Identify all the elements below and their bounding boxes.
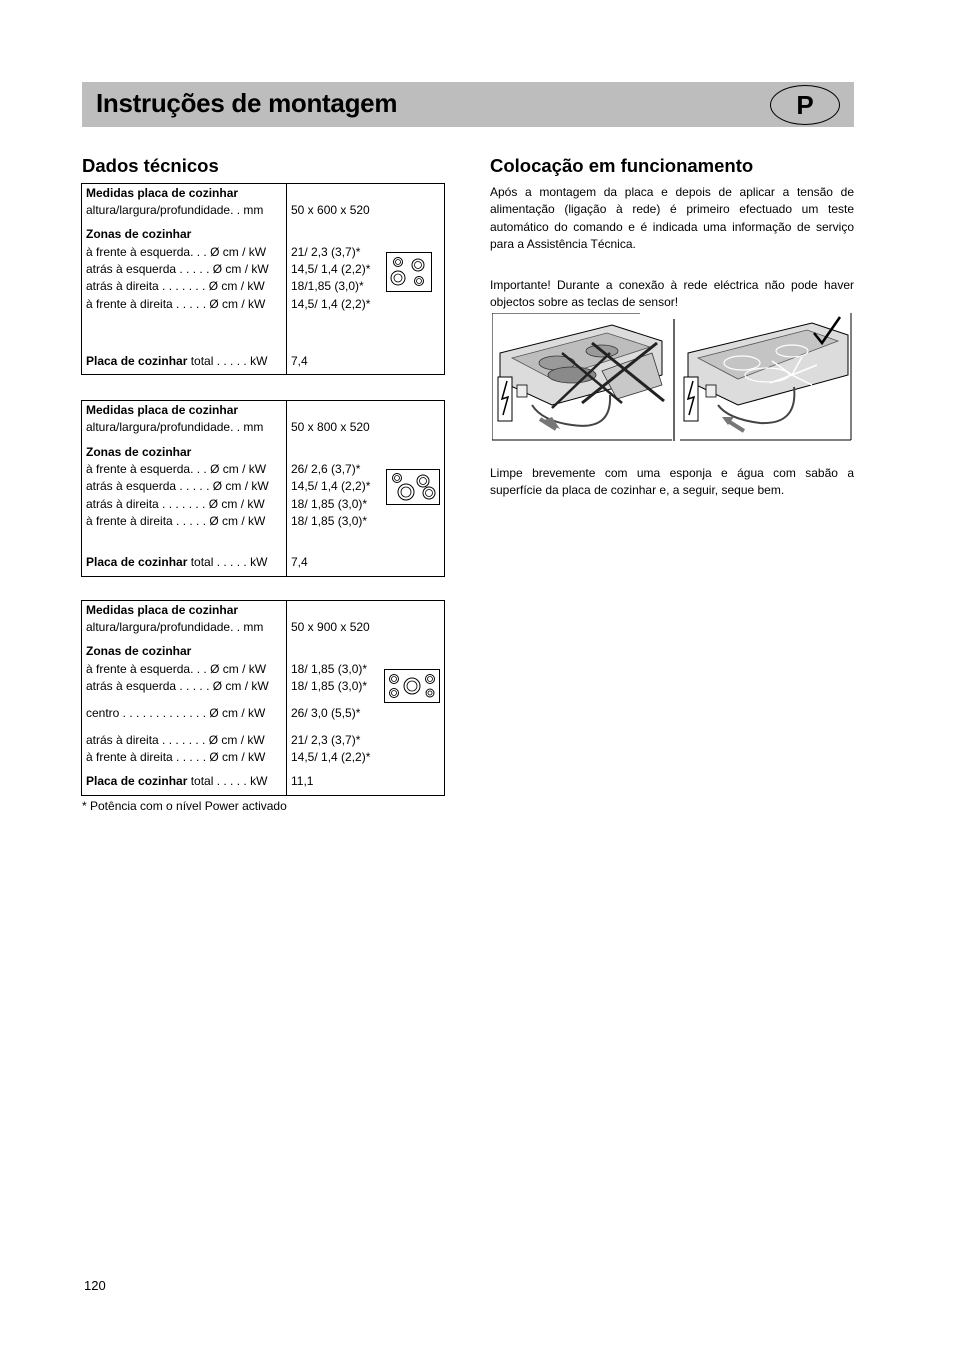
- table-row-label: Zonas de cozinhar: [86, 227, 192, 241]
- hob-layout-60-icon: [386, 252, 432, 292]
- table-row-label: à frente à direita . . . . . Ø cm / kW: [86, 297, 266, 311]
- table-row-label: atrás à esquerda . . . . . Ø cm / kW: [86, 479, 269, 493]
- table-row-label: altura/largura/profundidade. . mm: [86, 620, 264, 634]
- page-title: Instruções de montagem: [96, 88, 398, 118]
- table-row-value: 50 x 600 x 520: [291, 203, 370, 217]
- table-row-label: Medidas placa de cozinhar: [86, 403, 239, 417]
- table-row-total-label: [86, 354, 267, 368]
- spec-table-90: [81, 600, 445, 796]
- sensor-keys-illustration: [492, 313, 852, 441]
- table-row-label: Medidas placa de cozinhar: [86, 186, 239, 200]
- table-row-label: à frente à esquerda. . . Ø cm / kW: [86, 462, 267, 476]
- table-row-label: atrás à direita . . . . . . . Ø cm / kW: [86, 279, 265, 293]
- total-label-unit: total . . . . . kW: [187, 774, 268, 788]
- total-label-unit: total . . . . . kW: [187, 354, 268, 368]
- table-row-value: 14,5/ 1,4 (2,2)*: [291, 479, 371, 493]
- table-row-total-label: [86, 555, 267, 569]
- page-number: 120: [84, 1278, 106, 1293]
- table-row-label: Medidas placa de cozinhar: [86, 603, 239, 617]
- total-label-bold: Placa de cozinhar: [86, 555, 188, 569]
- table-row-label: atrás à direita . . . . . . . Ø cm / kW: [86, 733, 265, 747]
- table-row-label: atrás à esquerda . . . . . Ø cm / kW: [86, 262, 269, 276]
- language-badge: P: [770, 85, 840, 125]
- table-row-label: centro . . . . . . . . . . . . . Ø cm / kW: [86, 706, 266, 720]
- footnote: * Potência com o nível Power activado: [82, 799, 287, 813]
- table-row-total-label: [86, 774, 267, 788]
- hob-layout-80-icon: [386, 469, 440, 505]
- table-row-label: Zonas de cozinhar: [86, 445, 192, 459]
- table-row-value: 21/ 2,3 (3,7)*: [291, 245, 361, 259]
- table-row-label: à frente à esquerda. . . Ø cm / kW: [86, 245, 267, 259]
- table-row-label: atrás à esquerda . . . . . Ø cm / kW: [86, 679, 269, 693]
- table-row-value: 18/ 1,85 (3,0)*: [291, 662, 368, 676]
- table-row-value: 26/ 3,0 (5,5)*: [291, 706, 361, 720]
- table-row-value: 50 x 800 x 520: [291, 420, 370, 434]
- table-row-value: 14,5/ 1,4 (2,2)*: [291, 262, 371, 276]
- table-row-value: 14,5/ 1,4 (2,2)*: [291, 297, 371, 311]
- table-row-value: 21/ 2,3 (3,7)*: [291, 733, 361, 747]
- correct-example-panel: [680, 313, 851, 440]
- wrong-example-panel: [492, 313, 672, 440]
- table-row-label: altura/largura/profundidade. . mm: [86, 203, 264, 217]
- paragraph-commissioning: Após a montagem da placa e depois de aplicar a tensão de alimentação (ligação à rede) é primeiro efectuado um teste automático do comando e é indicada uma informação de serviço para a Assistência Técnica.: [490, 185, 854, 251]
- total-label-unit: total . . . . . kW: [187, 555, 268, 569]
- total-label-bold: Placa de cozinhar: [86, 354, 188, 368]
- spec-table-80: [81, 400, 445, 577]
- table-row-label: Zonas de cozinhar: [86, 644, 192, 658]
- table-row-value: 18/ 1,85 (3,0)*: [291, 497, 368, 511]
- section-heading-technical-data: Dados técnicos: [82, 155, 219, 176]
- table-row-value: 7,4: [291, 354, 308, 368]
- table-row-value: 14,5/ 1,4 (2,2)*: [291, 750, 371, 764]
- section-heading-commissioning: Colocação em funcionamento: [490, 155, 754, 176]
- table-row-value: 18/ 1,85 (3,0)*: [291, 679, 368, 693]
- paragraph-cleaning: Limpe brevemente com uma esponja e água com sabão a superfície da placa de cozinhar e, a seguir, seque bem.: [490, 466, 854, 498]
- table-row-label: à frente à esquerda. . . Ø cm / kW: [86, 662, 267, 676]
- table-row-label: à frente à direita . . . . . Ø cm / kW: [86, 514, 266, 528]
- paragraph-important: Importante! Durante a conexão à rede eléctrica não pode haver objectos sobre as teclas de sensor!: [490, 278, 854, 310]
- table-row-label: à frente à direita . . . . . Ø cm / kW: [86, 750, 266, 764]
- hob-layout-90-icon: [384, 669, 440, 703]
- table-row-value: 18/1,85 (3,0)*: [291, 279, 364, 293]
- table-row-label: altura/largura/profundidade. . mm: [86, 420, 264, 434]
- spec-table-60: [81, 183, 445, 375]
- title-bar: [82, 82, 854, 127]
- table-row-value: 11,1: [291, 774, 314, 788]
- table-row-label: atrás à direita . . . . . . . Ø cm / kW: [86, 497, 265, 511]
- table-row-value: 7,4: [291, 555, 308, 569]
- table-row-value: 26/ 2,6 (3,7)*: [291, 462, 361, 476]
- table-row-value: 18/ 1,85 (3,0)*: [291, 514, 368, 528]
- total-label-bold: Placa de cozinhar: [86, 774, 188, 788]
- table-row-value: 50 x 900 x 520: [291, 620, 370, 634]
